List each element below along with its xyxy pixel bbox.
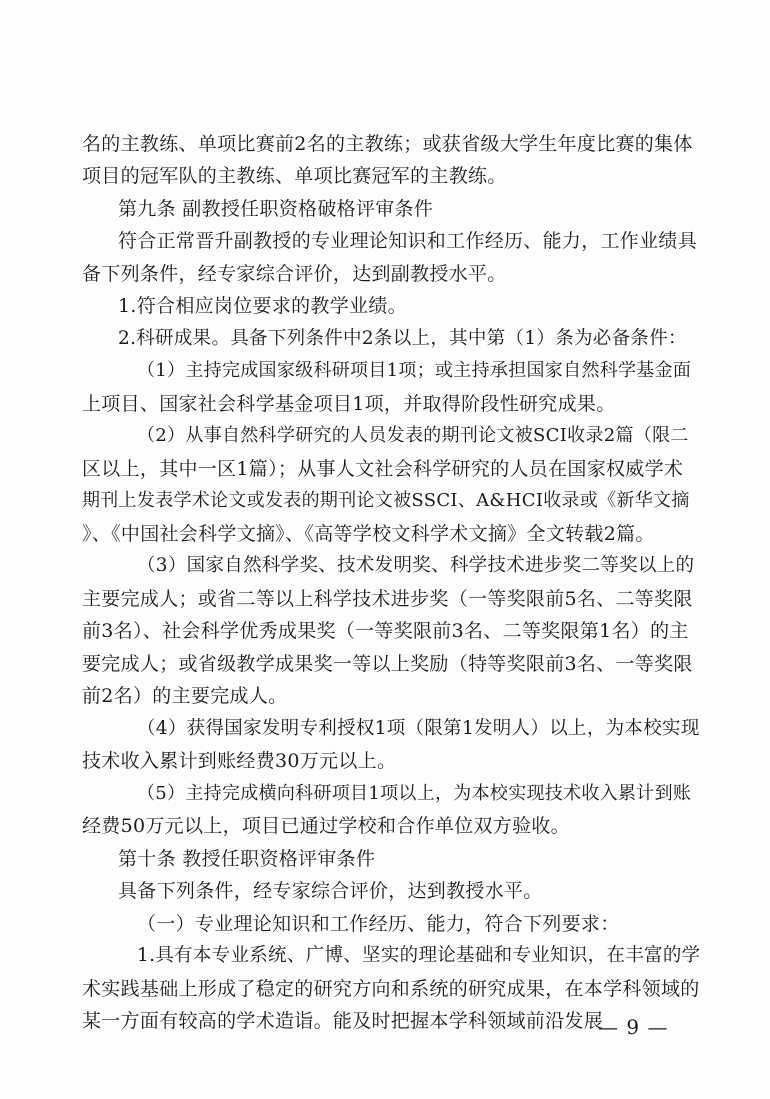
article-heading: 第九条 副教授任职资格破格评审条件	[118, 198, 434, 220]
text-line: 主要完成人；或省二等以上科学技术进步奖（一等奖限前5名、二等奖限	[82, 588, 693, 610]
text-line: 1.具有本专业系统、广博、坚实的理论基础和专业知识，在丰富的学	[137, 945, 701, 966]
text-line: 2.科研成果。具备下列条件中2条以上，其中第（1）条为必备条件：	[118, 328, 687, 349]
text-line: （5）主持完成横向科研项目1项以上，为本校实现技术收入累计到账	[137, 783, 692, 804]
text-line: 上项目、国家社会科学基金项目1项，并取得阶段性研究成果。	[82, 393, 616, 415]
text-line: （3）国家自然科学奖、技术发明奖、科学技术进步奖二等奖以上的	[137, 555, 695, 576]
text-line: 符合正常晋升副教授的专业理论知识和工作经历、能力，工作业绩具	[118, 230, 698, 252]
text-line: （一）专业理论知识和工作经历、能力，符合下列要求：	[137, 913, 620, 935]
text-line: （1）主持完成国家级科研项目1项；或主持承担国家自然科学基金面	[137, 360, 692, 381]
text-line: 技术收入累计到账经费30万元以上。	[82, 750, 397, 772]
text-line: 期刊上发表学术论文或发表的期刊论文被SSCI、A&HCI收录或《新华文摘	[82, 490, 690, 511]
text-line: 经费50万元以上，项目已通过学校和合作单位双方验收。	[82, 815, 570, 837]
text-line: 项目的冠军队的主教练、单项比赛冠军的主教练。	[82, 165, 507, 187]
text-line: （4）获得国家发明专利授权1项（限第1发明人）以上，为本校实现	[137, 718, 700, 739]
text-line: 备下列条件，经专家综合评价，达到副教授水平。	[82, 263, 507, 285]
text-line: 1.符合相应岗位要求的教学业绩。	[118, 295, 407, 317]
text-line: 某一方面有较高的学术造诣。能及时把握本学科领域前沿发展	[82, 1010, 604, 1032]
text-line: 前3名）、社会科学优秀成果奖（一等奖限前3名、二等奖限第1名）的主	[82, 620, 689, 642]
text-line: 术实践基础上形成了稳定的研究方向和系统的研究成果，在本学科领域的	[82, 978, 700, 1000]
text-line: 前2名）的主要完成人。	[82, 685, 288, 707]
page-number: — 9 —	[598, 1015, 669, 1039]
text-line: 名的主教练、单项比赛前2名的主教练；或获省级大学生年度比赛的集体	[82, 133, 693, 155]
text-line: 要完成人；或省级教学成果奖一等以上奖励（特等奖限前3名、一等奖限	[82, 653, 693, 675]
text-line: 区以上，其中一区1篇）；从事人文社会科学研究的人员在国家权威学术	[82, 458, 684, 480]
article-heading: 第十条 教授任职资格评审条件	[118, 848, 376, 870]
text-line: 具备下列条件，经专家综合评价，达到教授水平。	[118, 880, 543, 902]
text-line: 》、《中国社会科学文摘》、《高等学校文科学术文摘》全文转载2篇。	[82, 523, 655, 545]
text-line: （2）从事自然科学研究的人员发表的期刊论文被SCI收录2篇（限二	[137, 425, 689, 446]
